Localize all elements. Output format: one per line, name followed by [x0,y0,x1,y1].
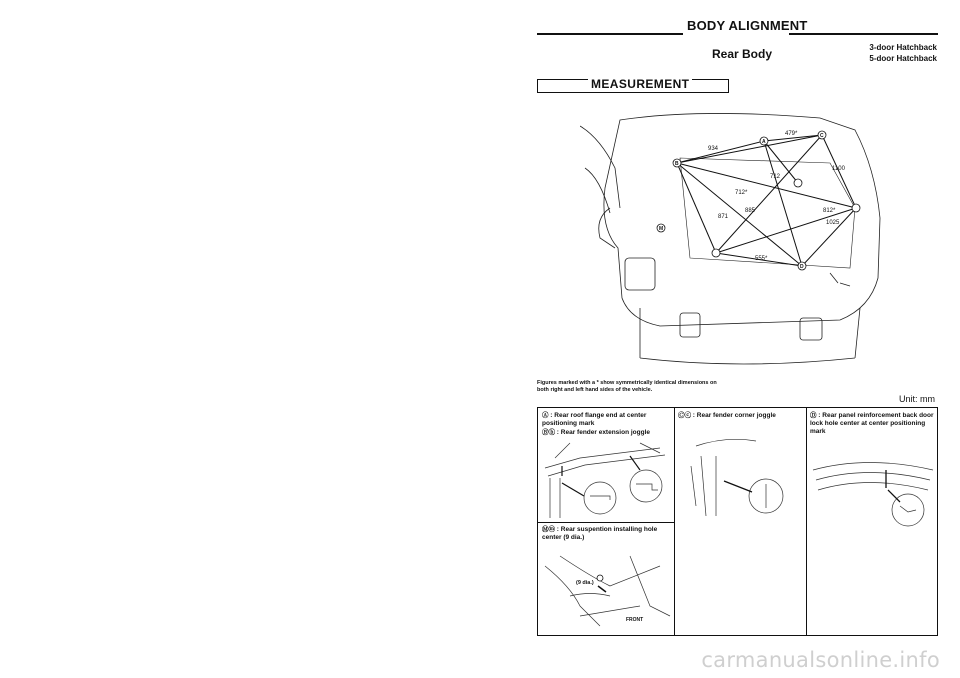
suspension-hole-sketch [540,546,672,634]
roof-flange-sketch [540,438,672,520]
measurement-label: MEASUREMENT [588,77,692,91]
point-b-label: B [675,161,679,167]
point-m-label: M [659,226,664,232]
dim-871: 871 [718,214,729,220]
watermark: carmanualsonline.info [701,648,940,672]
front-direction-label: FRONT [626,617,644,623]
detail-grid [537,407,938,636]
caption-point-a: Ⓐ : Rear roof flange end at center positioning mark [542,412,647,427]
point-c-label: C [820,133,824,139]
rear-body-measurement-diagram [580,108,900,370]
dim-812: 812* [823,208,836,214]
section-title: BODY ALIGNMENT [687,18,808,33]
fender-corner-sketch [676,426,806,522]
dim-555: 555* [755,256,768,262]
symmetry-note: Figures marked with a * show symmetrically identical dimensions on both right and left hand sides of the vehicle. [537,380,717,393]
header-rule-left [537,33,683,35]
dim-934: 934 [708,146,719,152]
variant-5-door: 5-door Hatchback [869,54,937,63]
dim-712: 712 [770,174,781,180]
caption-point-m: Ⓜⓜ : Rear suspention installing hole center (9 dia.) [542,526,658,541]
dim-885: 885 [745,208,756,214]
unit-label: Unit: mm [899,394,935,404]
variant-3-door: 3-door Hatchback [869,43,937,52]
caption-point-d: Ⓓ : Rear panel reinforcement back door lock hole center at center positioning mark [810,412,934,435]
hole-diameter-callout: (9 dia.) [576,580,594,586]
caption-point-c: Ⓒⓒ : Rear fender corner joggle [678,412,776,419]
point-a-label: A [762,139,766,145]
grid-row-divider [538,522,674,523]
header-rule-right [789,33,938,35]
dim-712-star: 712* [735,190,748,196]
caption-point-b: Ⓑⓑ : Rear fender extension joggle [542,429,650,436]
point-d-label: D [800,264,804,270]
dim-1025: 1025 [826,220,840,226]
grid-divider-1 [674,408,675,635]
page-title: Rear Body [712,47,773,61]
dim-1100: 1100 [832,166,845,172]
grid-divider-2 [806,408,807,635]
lock-hole-sketch [808,440,936,530]
dim-479: 479* [785,131,798,137]
